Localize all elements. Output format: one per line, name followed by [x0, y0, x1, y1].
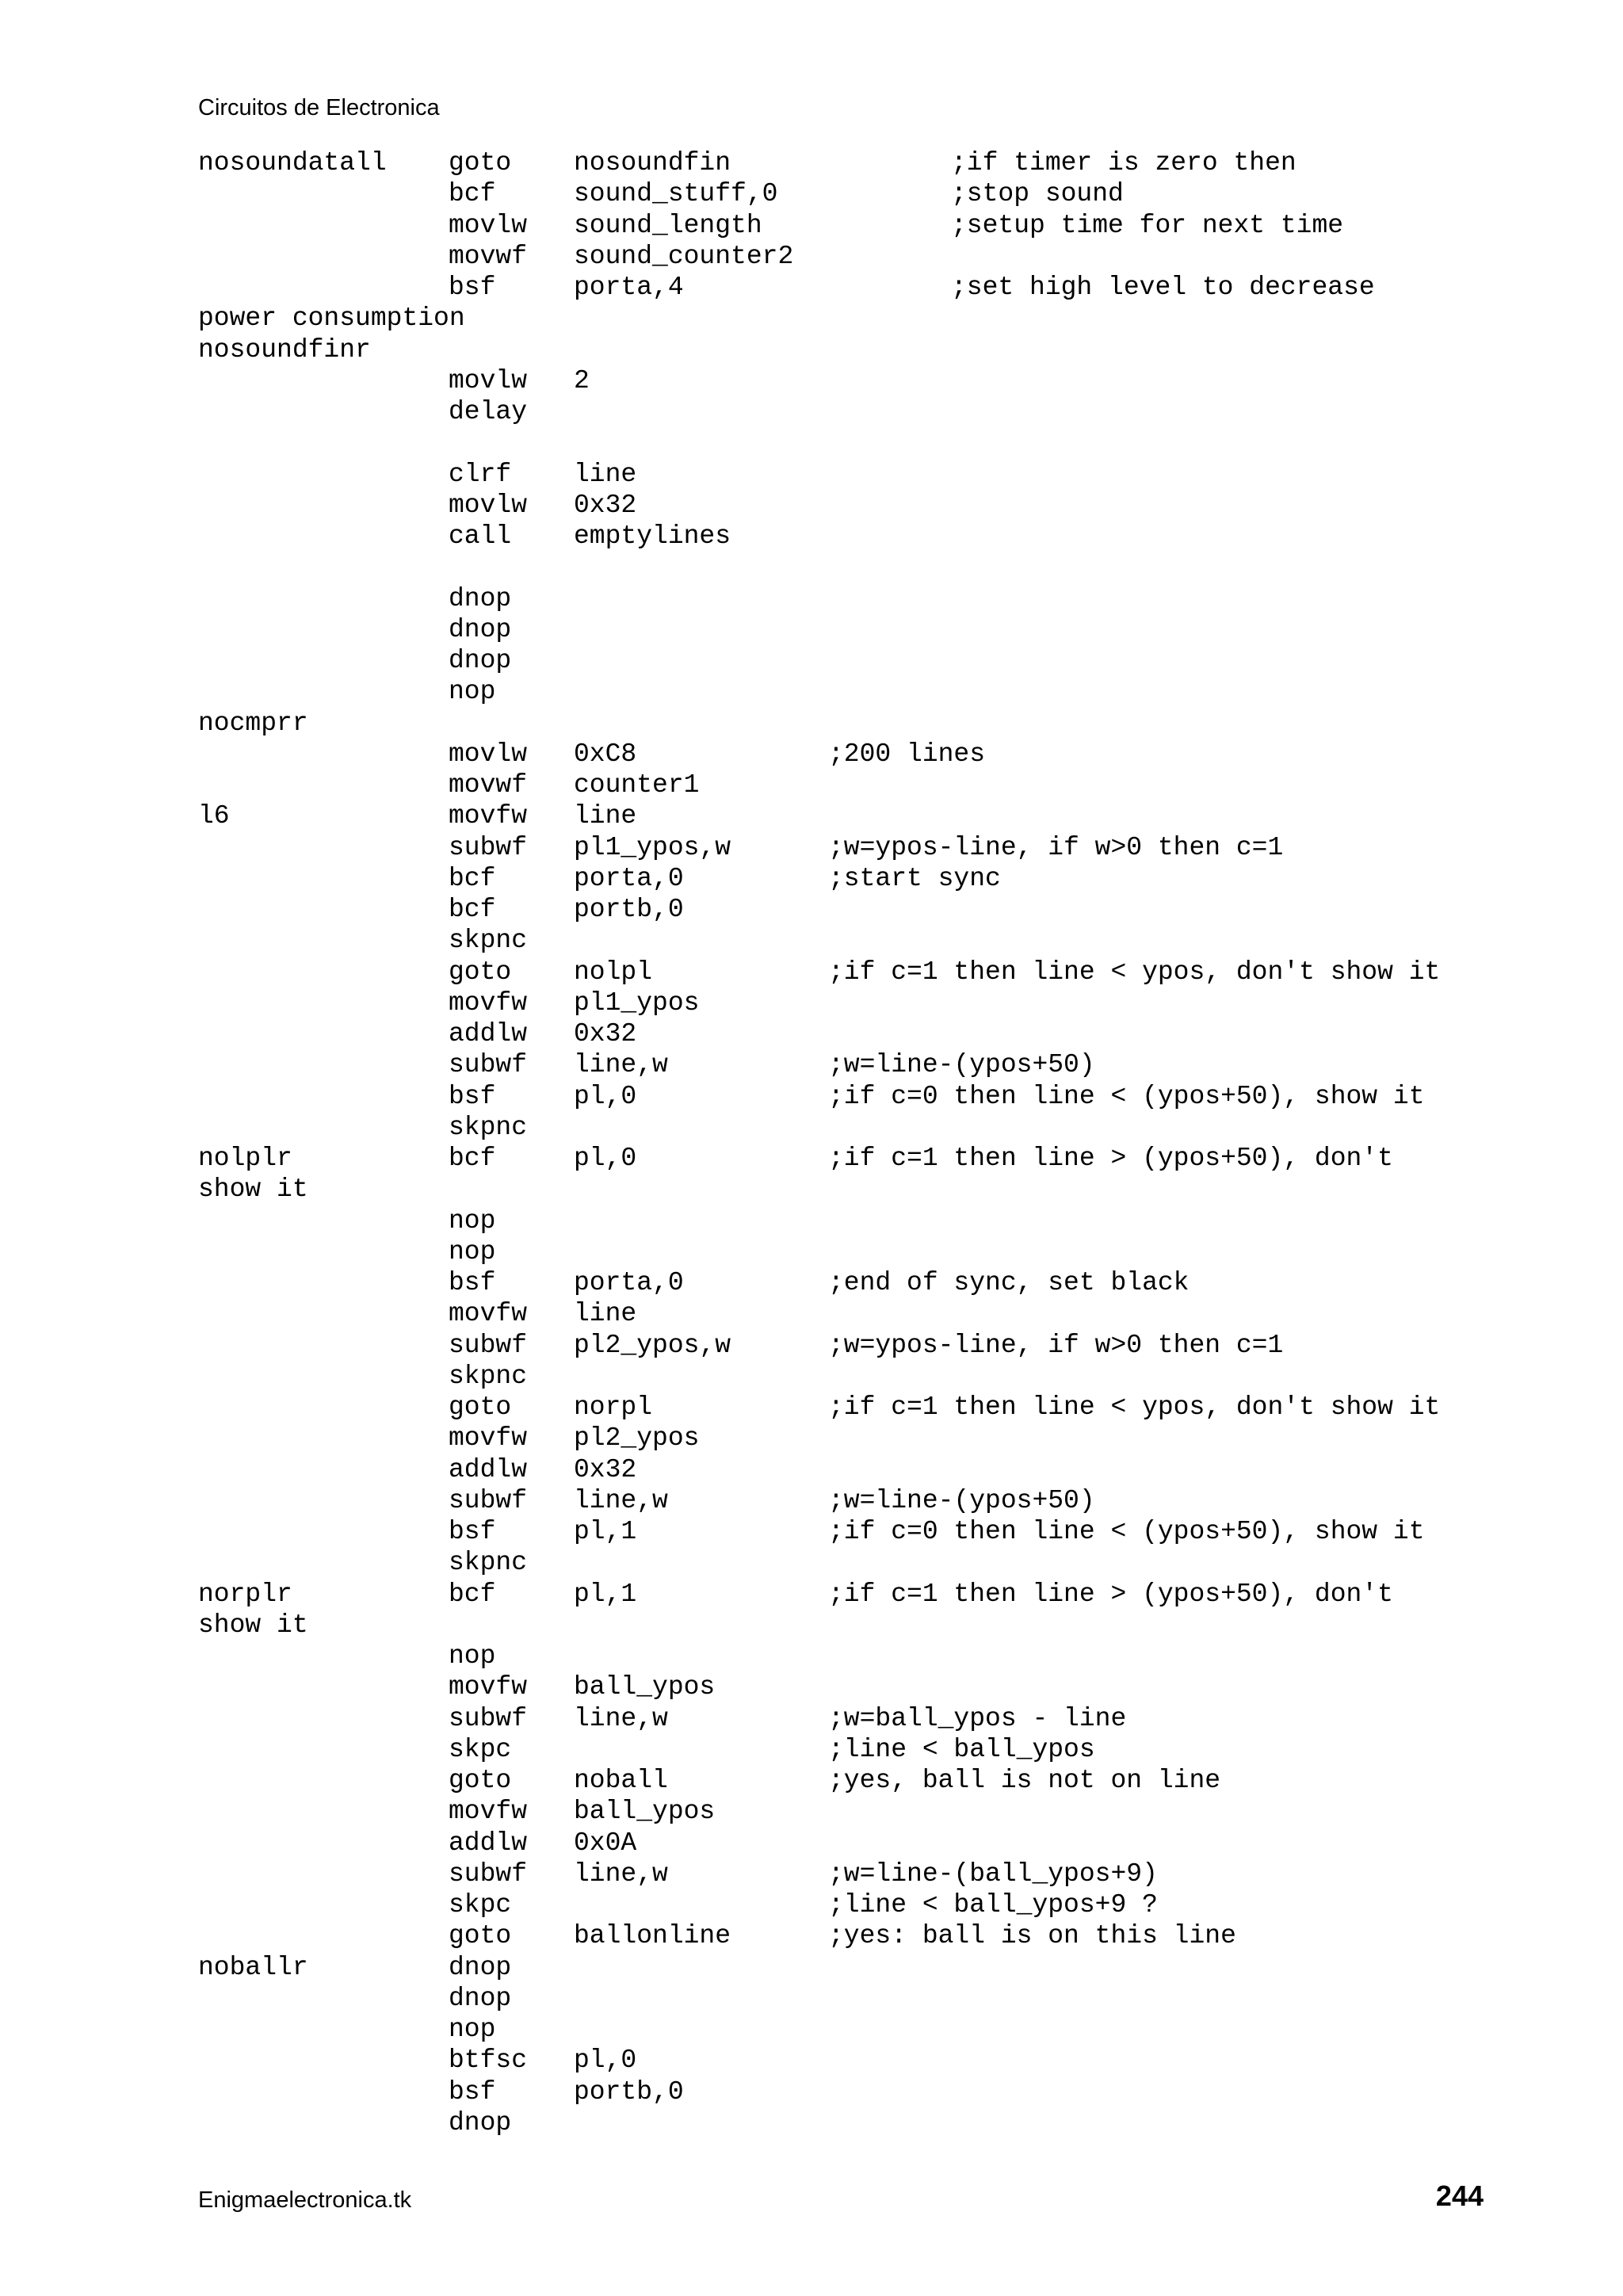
code-line: [198, 1983, 1545, 2014]
code-line: [198, 1579, 1545, 1610]
code-comment: ;line < ball_ypos+9 ?: [828, 1890, 1158, 1920]
code-line: [198, 957, 1545, 988]
code-label: nolplr: [198, 1144, 292, 1173]
code-comment: ;if c=1 then line > (ypos+50), don't: [828, 1144, 1393, 1173]
code-opcode: delay: [449, 397, 528, 426]
code-operand: nosoundfin: [574, 148, 731, 178]
code-line: [198, 2045, 1545, 2076]
code-opcode: subwf: [449, 832, 528, 862]
code-comment: ;w=line-(ypos+50): [828, 1485, 1095, 1515]
code-opcode: movwf: [449, 241, 528, 271]
code-line: [198, 521, 1545, 552]
code-label: power consumption: [198, 304, 465, 334]
code-operand: pl2_ypos: [574, 1423, 700, 1454]
code-opcode: skpnc: [449, 1361, 528, 1391]
code-opcode: call: [449, 521, 512, 551]
code-label: nosoundatall: [198, 148, 387, 178]
code-comment: ;setup time for next time: [951, 210, 1344, 240]
code-operand: ballonline: [574, 1921, 731, 1951]
code-opcode: addlw: [449, 1454, 528, 1484]
code-line: [198, 147, 1545, 178]
code-opcode: movlw: [449, 490, 528, 520]
code-opcode: movfw: [449, 1423, 528, 1454]
code-operand: porta,0: [574, 863, 684, 893]
code-line: [198, 1392, 1545, 1423]
code-operand: emptylines: [574, 521, 731, 551]
code-comment: ;if c=1 then line > (ypos+50), don't: [828, 1579, 1393, 1609]
code-opcode: nop: [449, 1236, 496, 1266]
code-line: [198, 427, 1545, 458]
code-operand: line,w: [574, 1703, 668, 1733]
code-comment: ;yes, ball is not on line: [828, 1766, 1221, 1795]
code-comment: ;stop sound: [951, 179, 1124, 209]
code-opcode: skpnc: [449, 1112, 528, 1142]
code-line: [198, 832, 1545, 863]
code-opcode: subwf: [449, 1050, 528, 1080]
code-opcode: dnop: [449, 2107, 512, 2137]
code-operand: pl,1: [574, 1579, 637, 1609]
code-operand: porta,0: [574, 1268, 684, 1297]
code-operand: pl1_ypos: [574, 988, 700, 1018]
code-operand: 0x32: [574, 490, 637, 520]
code-line: [198, 583, 1545, 614]
code-comment: ;if c=1 then line < ypos, don't show it: [828, 957, 1441, 987]
code-line: [198, 894, 1545, 925]
code-comment: ;start sync: [828, 863, 1001, 893]
code-line: [198, 303, 1545, 334]
code-opcode: bcf: [449, 895, 496, 924]
code-opcode: addlw: [449, 1019, 528, 1049]
code-line: [198, 1734, 1545, 1765]
code-comment: ;200 lines: [828, 739, 986, 769]
code-opcode: bsf: [449, 1268, 496, 1297]
code-operand: 2: [574, 365, 590, 395]
code-line: [198, 925, 1545, 956]
code-line: [198, 1112, 1545, 1143]
code-opcode: movfw: [449, 1672, 528, 1702]
code-line: [198, 739, 1545, 770]
code-opcode: movfw: [449, 1299, 528, 1329]
code-opcode: skpnc: [449, 926, 528, 956]
code-line: [198, 1765, 1545, 1796]
code-operand: pl,0: [574, 1144, 637, 1173]
code-operand: line: [574, 801, 637, 831]
code-label: l6: [198, 801, 230, 831]
code-line: [198, 1952, 1545, 1983]
code-opcode: bsf: [449, 273, 496, 302]
code-line: [198, 1920, 1545, 1951]
code-opcode: nop: [449, 1641, 496, 1671]
code-operand: nolpl: [574, 957, 653, 987]
code-operand: line: [574, 1299, 637, 1329]
code-operand: portb,0: [574, 2076, 684, 2107]
code-operand: sound_stuff,0: [574, 179, 778, 209]
code-line: [198, 1361, 1545, 1392]
code-comment: ;w=line-(ypos+50): [828, 1050, 1095, 1080]
code-label: norplr: [198, 1579, 292, 1609]
code-operand: pl,1: [574, 1517, 637, 1546]
code-comment: ;if c=1 then line < ypos, don't show it: [828, 1392, 1441, 1422]
code-line: [198, 1298, 1545, 1329]
code-line: [198, 1889, 1545, 1920]
code-line: [198, 1205, 1545, 1236]
code-comment: ;set high level to decrease: [951, 273, 1375, 302]
code-opcode: subwf: [449, 1485, 528, 1515]
code-opcode: movlw: [449, 739, 528, 769]
code-operand: noball: [574, 1766, 668, 1795]
code-line: [198, 2107, 1545, 2138]
code-line: [198, 1796, 1545, 1827]
code-operand: counter1: [574, 770, 700, 800]
code-opcode: movfw: [449, 1797, 528, 1827]
code-opcode: subwf: [449, 1703, 528, 1733]
code-line: [198, 800, 1545, 831]
code-operand: sound_length: [574, 210, 762, 240]
code-opcode: btfsc: [449, 2046, 528, 2076]
code-line: [198, 1049, 1545, 1080]
code-operand: sound_counter2: [574, 241, 794, 271]
code-line: [198, 1610, 1545, 1641]
code-opcode: clrf: [449, 459, 512, 489]
code-comment: ;w=ball_ypos - line: [828, 1703, 1127, 1733]
code-line: [198, 863, 1545, 894]
code-opcode: goto: [449, 1921, 512, 1951]
code-line: [198, 1703, 1545, 1734]
code-comment: ;w=ypos-line, if w>0 then c=1: [828, 832, 1284, 862]
code-line: [198, 1485, 1545, 1516]
code-opcode: goto: [449, 1766, 512, 1795]
code-line: [198, 988, 1545, 1018]
page-header: Circuitos de Electronica: [198, 95, 440, 120]
code-opcode: movfw: [449, 801, 528, 831]
code-comment: ;if c=0 then line < (ypos+50), show it: [828, 1081, 1425, 1111]
code-opcode: bsf: [449, 1517, 496, 1546]
code-operand: pl,0: [574, 2046, 637, 2076]
code-opcode: bcf: [449, 1144, 496, 1173]
code-line: [198, 1641, 1545, 1671]
code-operand: 0x0A: [574, 1828, 637, 1858]
code-opcode: subwf: [449, 1330, 528, 1360]
code-line: [198, 2076, 1545, 2107]
code-comment: ;w=line-(ball_ypos+9): [828, 1859, 1158, 1889]
code-label: show it: [198, 1610, 308, 1640]
code-operand: portb,0: [574, 895, 684, 924]
code-line: [198, 1143, 1545, 1174]
code-line: [198, 459, 1545, 490]
code-line: [198, 1330, 1545, 1361]
code-comment: ;if timer is zero then: [951, 148, 1296, 178]
code-opcode: nop: [449, 677, 496, 707]
code-operand: line,w: [574, 1485, 668, 1515]
code-operand: 0x32: [574, 1019, 637, 1049]
code-opcode: goto: [449, 148, 512, 178]
code-opcode: skpc: [449, 1734, 512, 1764]
code-opcode: goto: [449, 1392, 512, 1422]
code-label: nosoundfinr: [198, 334, 371, 365]
code-opcode: dnop: [449, 1983, 512, 2013]
assembly-listing: [198, 147, 1545, 2138]
code-label: show it: [198, 1175, 308, 1205]
code-operand: line,w: [574, 1859, 668, 1889]
code-line: [198, 396, 1545, 427]
code-label: noballr: [198, 1952, 308, 1982]
code-line: [198, 708, 1545, 739]
code-opcode: movwf: [449, 770, 528, 800]
code-opcode: movfw: [449, 988, 528, 1018]
code-operand: pl2_ypos,w: [574, 1330, 731, 1360]
code-line: [198, 272, 1545, 303]
code-operand: line,w: [574, 1050, 668, 1080]
code-opcode: movlw: [449, 210, 528, 240]
code-opcode: nop: [449, 2015, 496, 2044]
code-opcode: addlw: [449, 1828, 528, 1858]
code-opcode: goto: [449, 957, 512, 987]
code-line: [198, 1859, 1545, 1889]
code-opcode: bsf: [449, 2076, 496, 2107]
code-operand: ball_ypos: [574, 1797, 716, 1827]
code-line: [198, 1174, 1545, 1205]
code-line: [198, 241, 1545, 272]
code-operand: norpl: [574, 1392, 653, 1422]
code-operand: line: [574, 459, 637, 489]
code-line: [198, 365, 1545, 396]
code-comment: ;yes: ball is on this line: [828, 1921, 1236, 1951]
code-comment: ;line < ball_ypos: [828, 1734, 1095, 1764]
code-line: [198, 552, 1545, 583]
code-opcode: movlw: [449, 365, 528, 395]
code-opcode: dnop: [449, 646, 512, 675]
code-operand: ball_ypos: [574, 1672, 716, 1702]
code-line: [198, 178, 1545, 209]
footer-site: Enigmaelectronica.tk: [198, 2187, 412, 2213]
code-opcode: bsf: [449, 1081, 496, 1111]
code-line: [198, 1547, 1545, 1578]
code-opcode: dnop: [449, 583, 512, 613]
code-line: [198, 1081, 1545, 1112]
code-operand: 0xC8: [574, 739, 637, 769]
code-opcode: bcf: [449, 863, 496, 893]
code-operand: porta,4: [574, 273, 684, 302]
page-number: 244: [1435, 2179, 1484, 2212]
code-line: [198, 1267, 1545, 1298]
code-line: [198, 770, 1545, 800]
code-opcode: skpc: [449, 1890, 512, 1920]
code-opcode: dnop: [449, 614, 512, 644]
code-line: [198, 1828, 1545, 1859]
code-opcode: bcf: [449, 179, 496, 209]
code-line: [198, 1018, 1545, 1049]
code-line: [198, 1423, 1545, 1454]
code-comment: ;if c=0 then line < (ypos+50), show it: [828, 1517, 1425, 1546]
code-opcode: nop: [449, 1205, 496, 1236]
code-operand: pl,0: [574, 1081, 637, 1111]
code-comment: ;end of sync, set black: [828, 1268, 1190, 1297]
code-line: [198, 334, 1545, 365]
code-line: [198, 1236, 1545, 1267]
code-comment: ;w=ypos-line, if w>0 then c=1: [828, 1330, 1284, 1360]
code-line: [198, 614, 1545, 645]
code-opcode: bcf: [449, 1579, 496, 1609]
code-line: [198, 1671, 1545, 1702]
code-line: [198, 645, 1545, 676]
code-line: [198, 1454, 1545, 1485]
code-opcode: subwf: [449, 1859, 528, 1889]
code-opcode: dnop: [449, 1952, 512, 1982]
code-line: [198, 1516, 1545, 1547]
code-line: [198, 2014, 1545, 2045]
code-line: [198, 676, 1545, 707]
code-line: [198, 490, 1545, 521]
code-label: nocmprr: [198, 708, 308, 738]
code-opcode: skpnc: [449, 1548, 528, 1578]
code-operand: pl1_ypos,w: [574, 832, 731, 862]
code-line: [198, 210, 1545, 241]
code-operand: 0x32: [574, 1454, 637, 1484]
